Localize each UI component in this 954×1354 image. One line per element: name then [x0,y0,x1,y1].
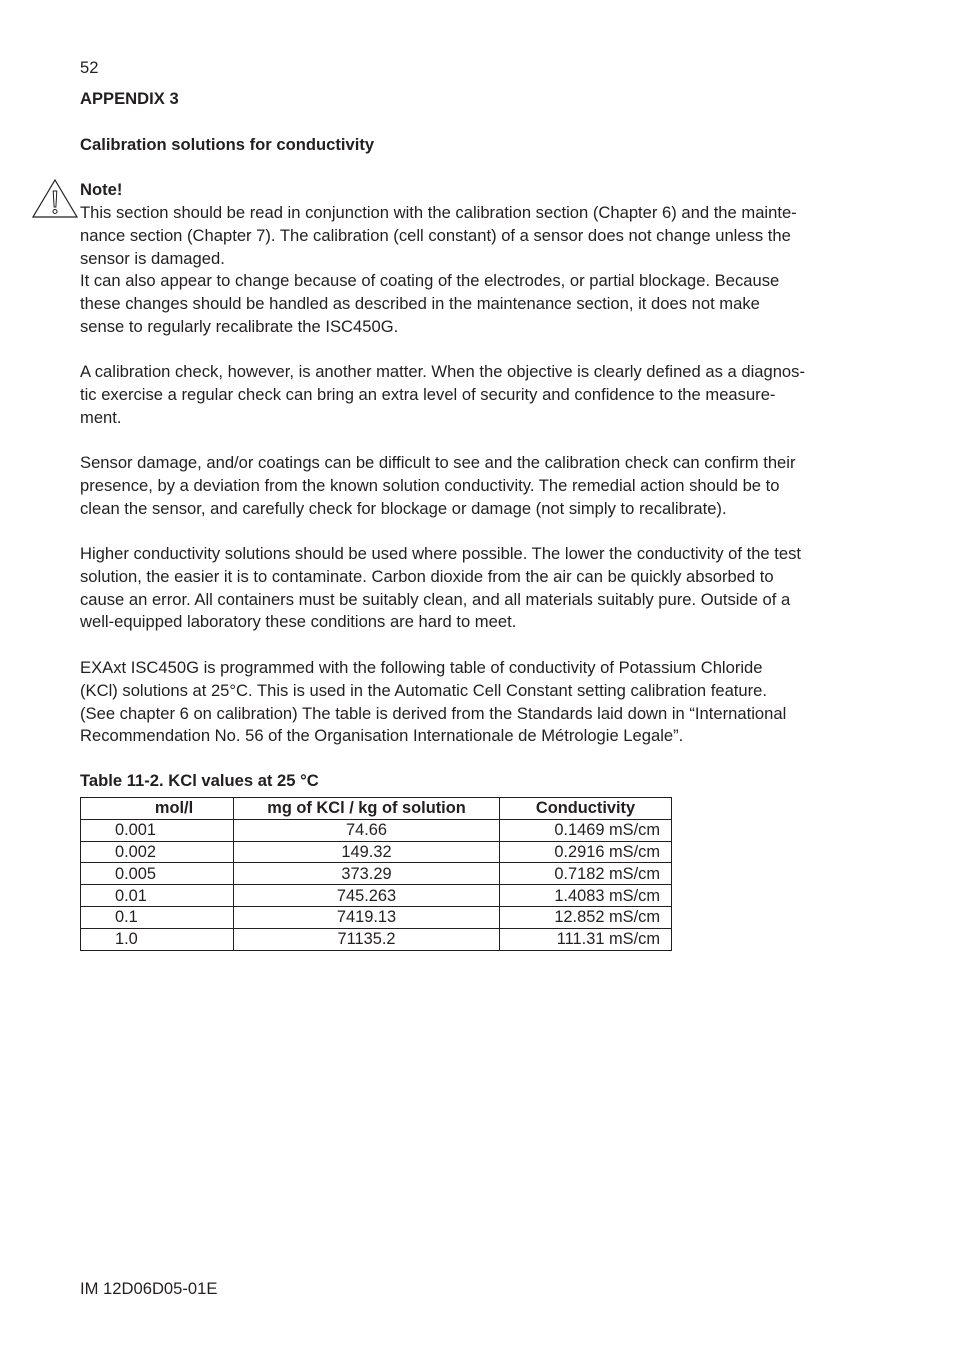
cell-conductivity: 12.852 mS/cm [500,906,672,928]
paragraph-calibration-check: A calibration check, however, is another matter. When the objective is clearly defined as a diagnos- tic exercise a regular check can bring an extra level of security and confidence to the measure- ment. [80,362,805,427]
cell-mol: 0.002 [81,841,234,863]
cell-mg-kcl: 373.29 [234,863,500,885]
cell-mol: 0.01 [81,885,234,907]
header-mg-kcl: mg of KCl / kg of solution [234,798,500,820]
cell-mol: 1.0 [81,928,234,950]
table-row [81,885,672,907]
cell-conductivity: 0.7182 mS/cm [500,863,672,885]
cell-conductivity: 0.1469 mS/cm [500,819,672,841]
cell-conductivity: 1.4083 mS/cm [500,885,672,907]
table-row [81,863,672,885]
appendix-title: APPENDIX 3 [80,89,179,108]
cell-mg-kcl: 149.32 [234,841,500,863]
note-label: Note! [80,180,123,199]
table-caption: Table 11-2. KCl values at 25 °C [80,771,319,790]
header-mol: mol/l [81,798,234,820]
cell-conductivity: 0.2916 mS/cm [500,841,672,863]
paragraph-kcl-table-intro: EXAxt ISC450G is programmed with the following table of conductivity of Potassium Chloride (KCl) solutions at 25°C. This is used in the Automatic Cell Constant setting calibration feature. (See chapter 6 on calibration) The table is derived from the Standards laid down in “International Recommendation No. 56 of the Organisation Internationale de Métrologie Legale”. [80,658,787,746]
cell-mg-kcl: 74.66 [234,819,500,841]
cell-mol: 0.001 [81,819,234,841]
paragraph-sensor-damage: Sensor damage, and/or coatings can be difficult to see and the calibration check can confirm their presence, by a deviation from the known solution conductivity. The remedial action should be to clean the sensor, and carefully check for blockage or damage (not simply to recalibrate). [80,453,796,518]
table-row [81,906,672,928]
table-row [81,928,672,950]
cell-mol: 0.1 [81,906,234,928]
table-header-row [81,798,672,820]
paragraph-higher-conductivity: Higher conductivity solutions should be used where possible. The lower the conductivity of the test solution, the easier it is to contaminate. Carbon dioxide from the air can be quickly absorbed to cause an error. All containers must be suitably clean, and all materials suitably pure. Outside of a well-equipped laboratory these conditions are hard to meet. [80,544,802,632]
cell-mg-kcl: 71135.2 [234,928,500,950]
cell-mol: 0.005 [81,863,234,885]
kcl-values-table [80,797,672,951]
warning-triangle-icon [32,179,78,219]
cell-mg-kcl: 745.263 [234,885,500,907]
header-conductivity: Conductivity [500,798,672,820]
table-row [81,841,672,863]
cell-mg-kcl: 7419.13 [234,906,500,928]
document-footer-id: IM 12D06D05-01E [80,1279,218,1298]
section-title: Calibration solutions for conductivity [80,135,375,154]
cell-conductivity: 111.31 mS/cm [500,928,672,950]
page-number: 52 [80,58,99,77]
note-paragraph: This section should be read in conjunction with the calibration section (Chapter 6) and the mainte- nance section (Chapter 7). The calibration (cell constant) of a sensor does not change unless the sensor is damaged. It can also appear to change because of coating of the electrodes, or partial blockage. Because these changes should be handled as described in the maintenance section, it does not make sense to regularly recalibrate the ISC450G. [80,203,797,336]
table-row [81,819,672,841]
